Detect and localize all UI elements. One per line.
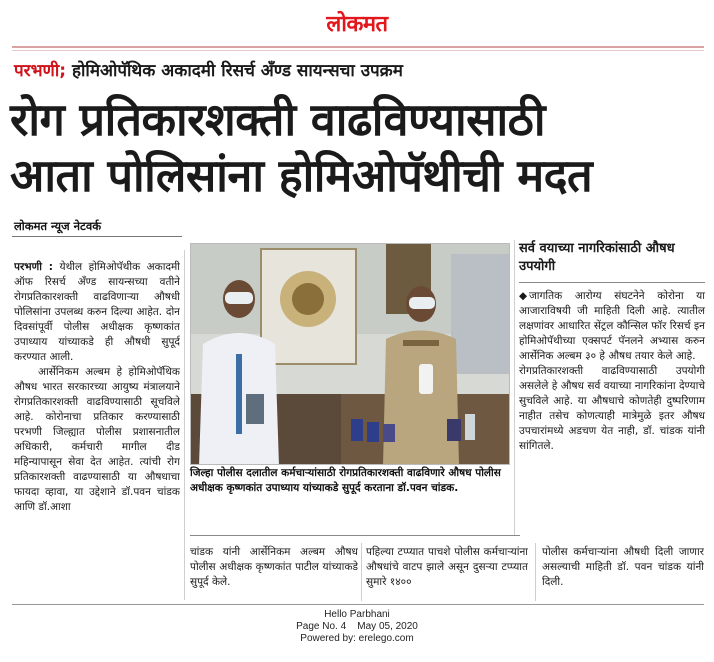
kicker-city: परभणी; <box>14 61 67 81</box>
bottom-column-1: चांडक यांनी आर्सेनिकम अल्बम औषध पोलीस अधीक्षक कृष्णकांत पाटील यांच्याकडे सुपूर्द केले. <box>190 546 358 588</box>
masthead <box>0 8 714 42</box>
caption-rule <box>190 535 520 536</box>
sidebar-box <box>519 240 705 532</box>
sidebar-title: सर्व वयाच्या नागरिकांसाठी औषध उपयोगी <box>519 241 675 274</box>
sidebar-paragraph-1-text: जागतिक आरोग्य संघटनेने कोरोना या आजाराविषयी जी माहिती दिली आहे. त्यातील लक्षणांवर आधारित सेंट्रल कौन्सिल फॉर रिसर्च इन होमिओपॅथीच्या एक्सपर्ट पॅनलने अभ्यास करुन आर्सेनिक अल्बम ३० हे औषध तयार केले आहे. <box>519 290 705 362</box>
byline: लोकमत न्यूज नेटवर्क <box>14 219 102 233</box>
sidebar-body <box>519 289 705 454</box>
kicker <box>14 58 403 84</box>
article-paragraph-1 <box>14 260 180 365</box>
diamond-bullet-icon: ◆ <box>519 290 528 302</box>
column-divider <box>184 250 185 600</box>
headline-line-2: आता पोलिसांना होमिओपॅथीची मदत <box>10 149 593 202</box>
footer-powered-by[interactable]: Powered by: erelego.com <box>300 633 414 644</box>
column-divider <box>535 543 536 601</box>
article-column-1 <box>14 260 180 600</box>
dateline: परभणी : <box>14 261 53 273</box>
news-photo <box>190 243 510 465</box>
column-divider <box>361 543 362 601</box>
lokmat-logo: लोकमत <box>326 11 388 37</box>
photo-caption: जिल्हा पोलीस दलातील कर्मचाऱ्यांसाठी रोगप्रतिकारशक्ती वाढविणारे औषध पोलीस अधीक्षक कृष्णकांत उपाध्याय यांच्याकडे सुपूर्द करताना डॉ.पवन चांडक. <box>190 467 501 494</box>
masthead-rule-thin <box>12 50 704 51</box>
sidebar-paragraph-1 <box>519 289 705 364</box>
footer-rule <box>12 604 704 605</box>
footer-page-date: Page No. 4 May 05, 2020 <box>296 621 418 632</box>
kicker-text: होमिओपॅथिक अकादमी रिसर्च अँण्ड सायन्सचा उपक्रम <box>71 61 403 81</box>
photo-illustration <box>191 244 510 465</box>
sidebar-rule <box>519 282 705 283</box>
masthead-rule <box>12 46 704 48</box>
sidebar-paragraph-2: रोगप्रतिकारशक्ती वाढविण्यासाठी उपयोगी असलेले हे औषध सर्व वयाच्या नागरिकांना देण्याचे सुचविले आहे. या औषधाचे कोणतेही दुष्परिणाम नाहीत तसेच कोणत्याही मात्रेमुळे इतर औषध उपचारांमध्ये अडचण येत नाही, डॉ. चांडक यांनी सांगितले. <box>519 365 705 452</box>
article-paragraph-2: आर्सेनिकम अल्बम हे होमिओपॅथिक औषध भारत सरकारच्या आयुष्य मंत्रालयाने रोगप्रतिकारशक्ती वाढविण्यासाठी सूचविले आहे. कोरोनाचा प्रतिकार करण्यासाठी परभणी जिल्ह्यात पोलीस प्रशासनातील अधिकारी, कर्मचारी मागील दीड महिन्यापासून सेवा देत आहेत. त्यांची रोग प्रतिकारशक्ती वाढण्यासाठी या औषधाचा फायदा व्हावा, या उद्देशाने डॉ.पवन चांडक आणि डॉ.आशा <box>14 366 180 513</box>
bottom-column-3: पोलीस कर्मचाऱ्यांना औषधी दिली जाणार असल्याची माहिती डॉ. पवन चांडक यांनी दिली. <box>542 546 704 588</box>
headline <box>10 92 704 204</box>
footer <box>0 609 714 645</box>
paragraph-1-text: येथील होमिओपॅथीक अकादमी ऑफ रिसर्च अँण्ड सायन्सच्या वतीने रोगप्रतिकारशक्ती वाढविणाऱ्या औषधी पोलिसांना उपलब्ध करुन दिल्या आहेत. दोन दिवसांपूर्वी पोलीस अधीक्षक कृष्णकांत उपाध्याय यांच्याकडे ही औषधी सुपूर्द करण्यात आली. <box>14 261 180 363</box>
bottom-column-2: पहिल्या टप्प्यात पाचशे पोलीस कर्मचाऱ्यांना औषधांचे वाटप झाले असून दुसऱ्या टप्प्यात सुमारे १४०० <box>366 546 528 588</box>
byline-rule <box>12 236 182 237</box>
headline-line-1: रोग प्रतिकारशक्ती वाढविण्यासाठी <box>10 93 545 146</box>
footer-edition: Hello Parbhani <box>324 609 390 620</box>
